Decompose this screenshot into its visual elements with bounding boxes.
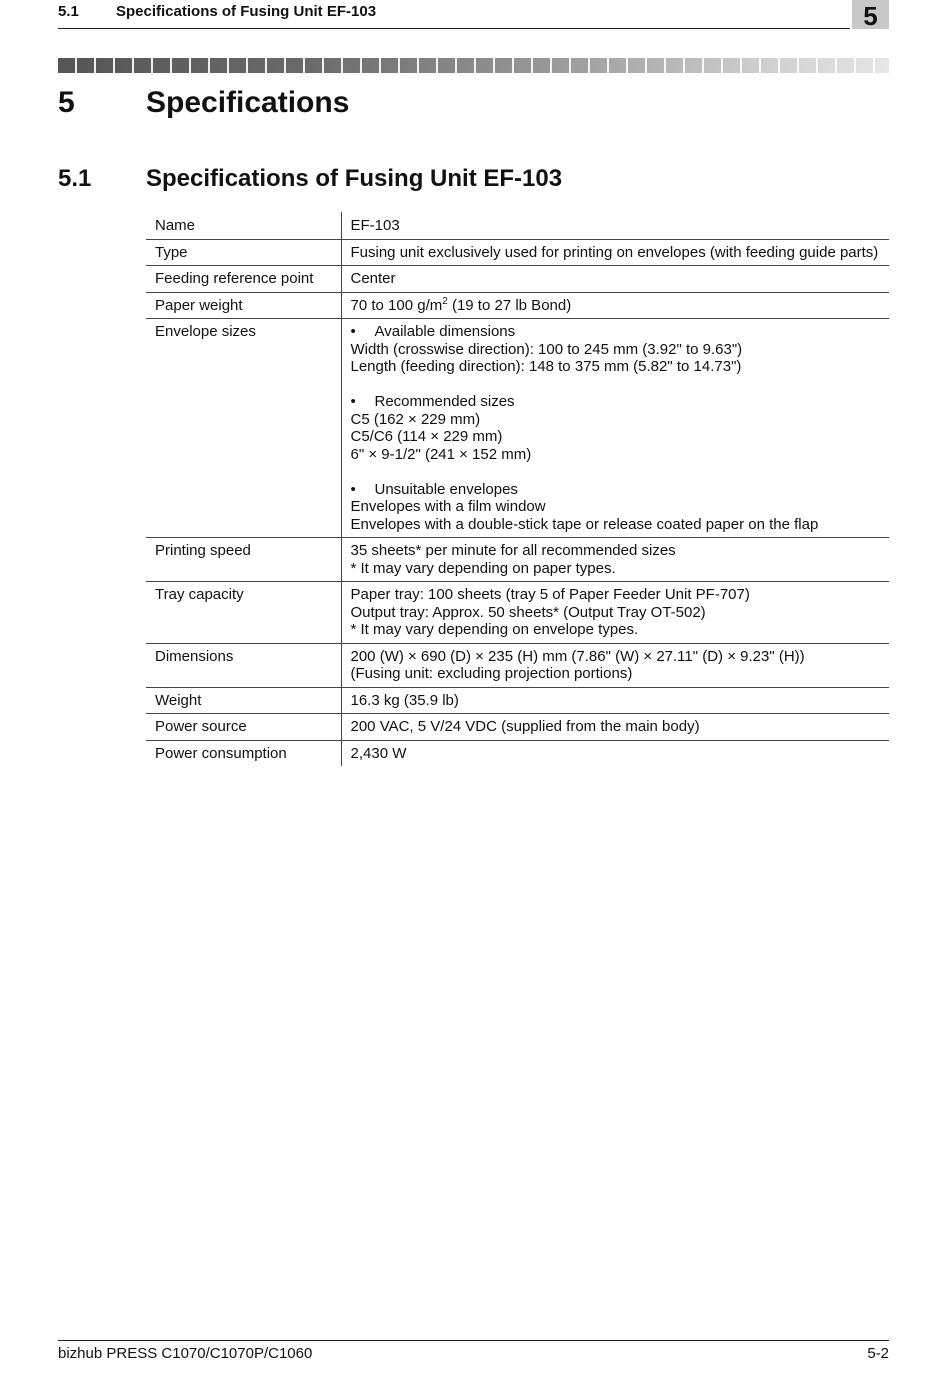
- spec-value-type: Fusing unit exclusively used for printing on envelopes (with feeding guide parts): [341, 239, 889, 266]
- dimensions-line: 200 (W) × 690 (D) × 235 (H) mm (7.86" (W) × 27.11" (D) × 9.23" (H)): [350, 647, 805, 665]
- spec-value-name: EF-103: [350, 217, 400, 234]
- envelope-unsuitable-group: [351, 481, 882, 534]
- specifications-table: [146, 212, 889, 766]
- decorative-stripe-bar: [58, 58, 889, 73]
- envelope-unsuitable-line: Envelopes with a double-stick tape or release coated paper on the flap: [350, 515, 819, 533]
- envelope-available-heading: Available dimensions: [374, 323, 516, 340]
- spec-label-tray-capacity: Tray capacity: [146, 582, 341, 644]
- table-row: [146, 239, 889, 266]
- spec-value-dimensions: [341, 643, 889, 687]
- spec-value-power-source: 200 VAC, 5 V/24 VDC (supplied from the main body): [341, 714, 889, 741]
- spec-label-printing-speed: Printing speed: [146, 538, 341, 582]
- spec-label-envelope-sizes: Envelope sizes: [146, 319, 341, 538]
- spec-label-dimensions: Dimensions: [146, 643, 341, 687]
- bullet-glyph: •: [350, 480, 356, 498]
- spec-label-power-consumption: Power consumption: [146, 740, 341, 766]
- envelope-recommended-line: C5 (162 × 229 mm): [350, 410, 481, 428]
- table-row: [146, 687, 889, 714]
- table-row: [146, 212, 889, 239]
- table-row: [146, 714, 889, 741]
- spec-value-envelope-sizes: [341, 319, 889, 538]
- spec-label-feeding-reference-point: Feeding reference point: [146, 266, 341, 293]
- footer-page-number: 5-2: [867, 1345, 889, 1362]
- footer-model-name: bizhub PRESS C1070/C1070P/C1060: [58, 1345, 313, 1362]
- table-row: [146, 740, 889, 766]
- paper-weight-suffix: (19 to 27 lb Bond): [447, 296, 572, 314]
- spec-value-tray-capacity: [341, 582, 889, 644]
- paper-weight-prefix: 70 to 100 g/m: [350, 296, 443, 314]
- envelope-unsuitable-line: Envelopes with a film window: [350, 498, 546, 515]
- envelope-available-group: [351, 323, 882, 376]
- tray-capacity-line: Output tray: Approx. 50 sheets* (Output Tray OT-502): [350, 603, 706, 621]
- table-row: [146, 538, 889, 582]
- table-row: [146, 582, 889, 644]
- chapter-tab: 5: [852, 0, 889, 29]
- spec-value-feeding-reference-point: Center: [341, 266, 889, 293]
- dimensions-note: (Fusing unit: excluding projection portions): [350, 665, 633, 682]
- spec-label-weight: Weight: [146, 687, 341, 714]
- section-number: 5.1: [58, 165, 92, 192]
- section-title-text: Specifications of Fusing Unit EF-103: [146, 165, 563, 192]
- bullet-glyph: •: [350, 323, 356, 340]
- running-header-section-title: Specifications of Fusing Unit EF-103: [116, 3, 377, 20]
- envelope-recommended-line: 6" × 9-1/2" (241 × 152 mm): [350, 445, 532, 463]
- spec-label-name: Name: [146, 212, 341, 239]
- envelope-available-line: Length (feeding direction): 148 to 375 mm (5.82" to 14.73"): [350, 358, 742, 375]
- paper-weight-superscript: 2: [442, 295, 448, 307]
- envelope-recommended-heading: Recommended sizes: [374, 393, 515, 410]
- envelope-recommended-group: [351, 393, 882, 463]
- tray-capacity-line: Paper tray: 100 sheets (tray 5 of Paper Feeder Unit PF-707): [350, 586, 750, 603]
- bullet-glyph: •: [350, 393, 356, 410]
- spec-label-type: Type: [146, 239, 341, 266]
- running-header-section-number: 5.1: [58, 3, 79, 20]
- envelope-unsuitable-heading: Unsuitable envelopes: [374, 480, 518, 498]
- printing-speed-note: * It may vary depending on paper types.: [350, 559, 616, 577]
- footer-rule: [58, 1340, 889, 1341]
- chapter-number: 5: [58, 86, 75, 119]
- table-row: [146, 266, 889, 293]
- table-row: [146, 319, 889, 538]
- printing-speed-line: 35 sheets* per minute for all recommended sizes: [350, 542, 676, 559]
- header-rule: [58, 28, 850, 29]
- table-row: [146, 643, 889, 687]
- spec-value-power-consumption: 2,430 W: [341, 740, 889, 766]
- chapter-title-text: Specifications: [146, 86, 350, 119]
- table-row: [146, 292, 889, 319]
- spec-value-weight: 16.3 kg (35.9 lb): [341, 687, 889, 714]
- spec-label-paper-weight: Paper weight: [146, 292, 341, 319]
- spec-label-power-source: Power source: [146, 714, 341, 741]
- tray-capacity-note: * It may vary depending on envelope types.: [350, 621, 639, 638]
- envelope-available-line: Width (crosswise direction): 100 to 245 mm (3.92" to 9.63"): [350, 340, 743, 358]
- spec-value-printing-speed: [341, 538, 889, 582]
- envelope-recommended-line: C5/C6 (114 × 229 mm): [350, 428, 503, 445]
- spec-value-paper-weight: [341, 292, 889, 319]
